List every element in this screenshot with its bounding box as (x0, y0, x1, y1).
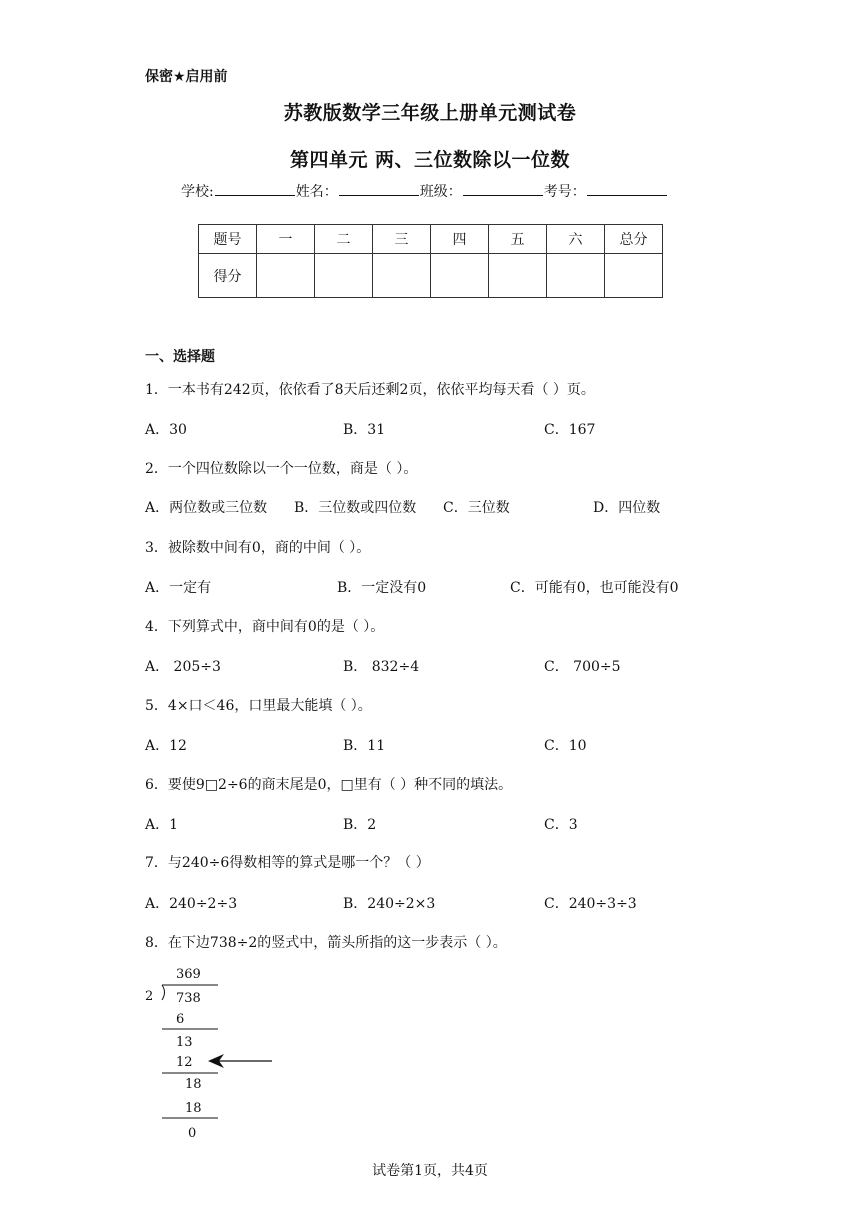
division-quotient: 369 (176, 967, 201, 982)
q6-option-b[interactable]: B．2 (343, 817, 377, 833)
q7-option-a[interactable]: A．240÷2÷3 (145, 896, 238, 912)
question-1: 1．一本书有242页，依依看了8天后还剩2页，依依平均每天看（ ）页。 (145, 382, 595, 398)
q6-option-a[interactable]: A．1 (145, 817, 179, 833)
score-table (198, 224, 663, 298)
question-3: 3．被除数中间有0，商的中间（ ）。 (145, 540, 371, 556)
q6-option-c[interactable]: C．3 (544, 817, 578, 833)
long-division-figure (138, 962, 278, 1142)
q7-option-b[interactable]: B．240÷2×3 (343, 896, 436, 912)
school-label: 学校: (181, 184, 214, 200)
question-4: 4．下列算式中，商中间有0的是（ ）。 (145, 619, 385, 635)
score-table-score-row (199, 254, 663, 298)
q3-option-b[interactable]: B．一定没有0 (337, 580, 427, 596)
confidential-mark: 保密★启用前 (145, 69, 228, 85)
q3-option-a[interactable]: A．一定有 (145, 580, 212, 596)
score-table-header-row (199, 225, 663, 254)
division-step: 6 (176, 1012, 185, 1027)
q3-option-c[interactable]: C．可能有0，也可能没有0 (510, 580, 679, 596)
score-header-cell: 题号 (199, 225, 257, 254)
page-footer: 试卷第1页，共4页 (372, 1163, 488, 1179)
q7-option-c[interactable]: C．240÷3÷3 (544, 896, 637, 912)
score-header-cell: 三 (373, 225, 431, 254)
score-cell[interactable] (605, 254, 663, 298)
score-header-cell: 五 (489, 225, 547, 254)
question-6: 6．要使9□2÷6的商末尾是0，□里有（ ）种不同的填法。 (145, 777, 513, 793)
q5-option-b[interactable]: B．11 (343, 738, 386, 754)
unit-title: 第四单元 两、三位数除以一位数 (289, 149, 571, 171)
name-label: 姓名： (295, 184, 338, 200)
score-cell[interactable] (431, 254, 489, 298)
score-cell[interactable] (315, 254, 373, 298)
class-blank[interactable] (463, 183, 543, 196)
q2-option-a[interactable]: A．两位数或三位数 (145, 500, 268, 516)
q5-option-c[interactable]: C．10 (544, 738, 587, 754)
name-blank[interactable] (339, 183, 419, 196)
q2-option-c[interactable]: C．三位数 (443, 500, 510, 516)
q5-option-a[interactable]: A．12 (145, 738, 187, 754)
division-step: 13 (176, 1035, 193, 1050)
division-dividend: 738 (176, 991, 201, 1006)
question-7: 7．与240÷6得数相等的算式是哪一个？（ ） (145, 855, 430, 871)
division-step: 18 (185, 1101, 202, 1116)
school-blank[interactable] (215, 183, 295, 196)
score-cell[interactable] (489, 254, 547, 298)
score-header-cell: 四 (431, 225, 489, 254)
score-header-cell: 总分 (605, 225, 663, 254)
q4-option-b[interactable]: B． 832÷4 (343, 659, 420, 675)
score-header-cell: 一 (257, 225, 315, 254)
q4-option-a[interactable]: A． 205÷3 (145, 659, 221, 675)
division-step: 0 (188, 1126, 197, 1141)
q1-option-a[interactable]: A．30 (145, 422, 187, 438)
class-label: 班级： (419, 184, 462, 200)
q4-option-c[interactable]: C． 700÷5 (544, 659, 621, 675)
division-step: 18 (185, 1077, 202, 1092)
score-header-cell: 六 (547, 225, 605, 254)
score-cell[interactable] (547, 254, 605, 298)
exam-no-label: 考号： (543, 184, 586, 200)
section-title: 一、选择题 (145, 349, 215, 365)
exam-title: 苏教版数学三年级上册单元测试卷 (283, 102, 577, 124)
question-8: 8．在下边738÷2的竖式中，箭头所指的这一步表示（ ）。 (145, 935, 507, 951)
division-divisor: 2 (145, 989, 154, 1004)
score-cell[interactable] (257, 254, 315, 298)
score-row-label: 得分 (199, 254, 257, 298)
q2-option-b[interactable]: B．三位数或四位数 (294, 500, 417, 516)
division-step: 12 (176, 1055, 193, 1070)
q1-option-b[interactable]: B．31 (343, 422, 386, 438)
division-bracket (162, 985, 165, 1000)
student-info-line (181, 181, 668, 201)
score-header-cell: 二 (315, 225, 373, 254)
score-cell[interactable] (373, 254, 431, 298)
q2-option-d[interactable]: D．四位数 (593, 500, 661, 516)
question-2: 2．一个四位数除以一个一位数，商是（ ）。 (145, 461, 418, 477)
exam-no-blank[interactable] (587, 183, 667, 196)
question-5: 5．4×口＜46，口里最大能填（ ）。 (145, 698, 372, 714)
q1-option-c[interactable]: C．167 (544, 422, 596, 438)
